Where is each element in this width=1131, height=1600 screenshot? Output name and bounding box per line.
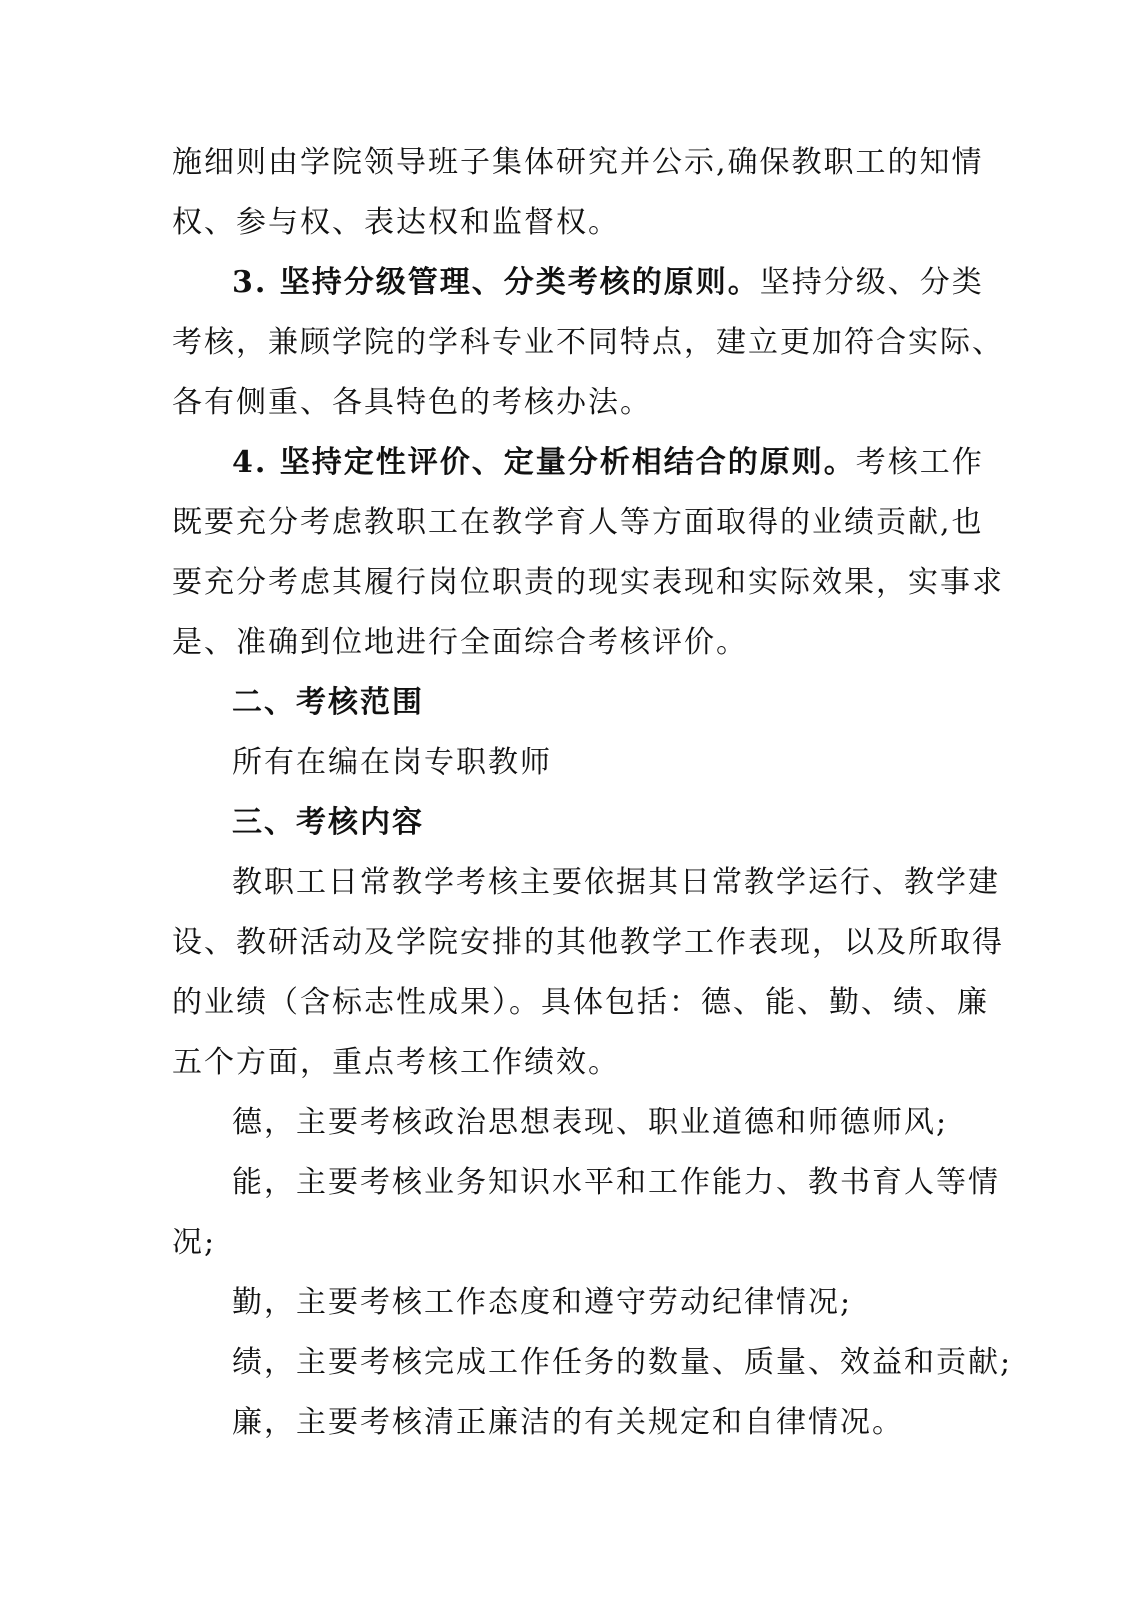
text-line: 五个方面，重点考核工作绩效。: [172, 1045, 620, 1080]
text-line: 的业绩（含标志性成果）。具体包括：德、能、勤、绩、廉: [172, 985, 989, 1020]
text-line: 教职工日常教学考核主要依据其日常教学运行、教学建: [232, 865, 1000, 900]
text-line: 廉，主要考核清正廉洁的有关规定和自律情况。: [232, 1405, 904, 1440]
section-heading-content: 三、考核内容: [232, 805, 424, 840]
principle-3-title: 3. 坚持分级管理、分类考核的原则。: [232, 265, 760, 300]
text-line: 既要充分考虑教职工在教学育人等方面取得的业绩贡献,也: [172, 505, 984, 540]
text-line: 况;: [172, 1225, 217, 1260]
text-line: 考核，兼顾学院的学科专业不同特点，建立更加符合实际、: [172, 325, 1004, 360]
text-line: 设、教研活动及学院安排的其他教学工作表现，以及所取得: [172, 925, 1004, 960]
section-heading-scope: 二、考核范围: [232, 685, 424, 720]
text-line: 要充分考虑其履行岗位职责的现实表现和实际效果，实事求: [172, 565, 1004, 600]
principle-4-text: 考核工作: [855, 445, 984, 480]
principle-3-line: [232, 253, 984, 313]
text-line: 所有在编在岗专职教师: [232, 745, 552, 780]
principle-3-text: 坚持分级、分类: [759, 265, 984, 300]
text-line: 德，主要考核政治思想表现、职业道德和师德师风;: [232, 1105, 949, 1140]
principle-4-title: 4. 坚持定性评价、定量分析相结合的原则。: [232, 445, 856, 480]
principle-4-line: [232, 433, 984, 493]
text-line: 权、参与权、表达权和监督权。: [172, 205, 620, 240]
text-line: 绩，主要考核完成工作任务的数量、质量、效益和贡献;: [232, 1345, 1013, 1380]
text-line: 施细则由学院领导班子集体研究并公示,确保教职工的知情: [172, 145, 984, 180]
text-line: 是、准确到位地进行全面综合考核评价。: [172, 625, 748, 660]
text-line: 勤，主要考核工作态度和遵守劳动纪律情况;: [232, 1285, 853, 1320]
text-line: 能，主要考核业务知识水平和工作能力、教书育人等情: [232, 1165, 1000, 1200]
text-line: 各有侧重、各具特色的考核办法。: [172, 385, 652, 420]
